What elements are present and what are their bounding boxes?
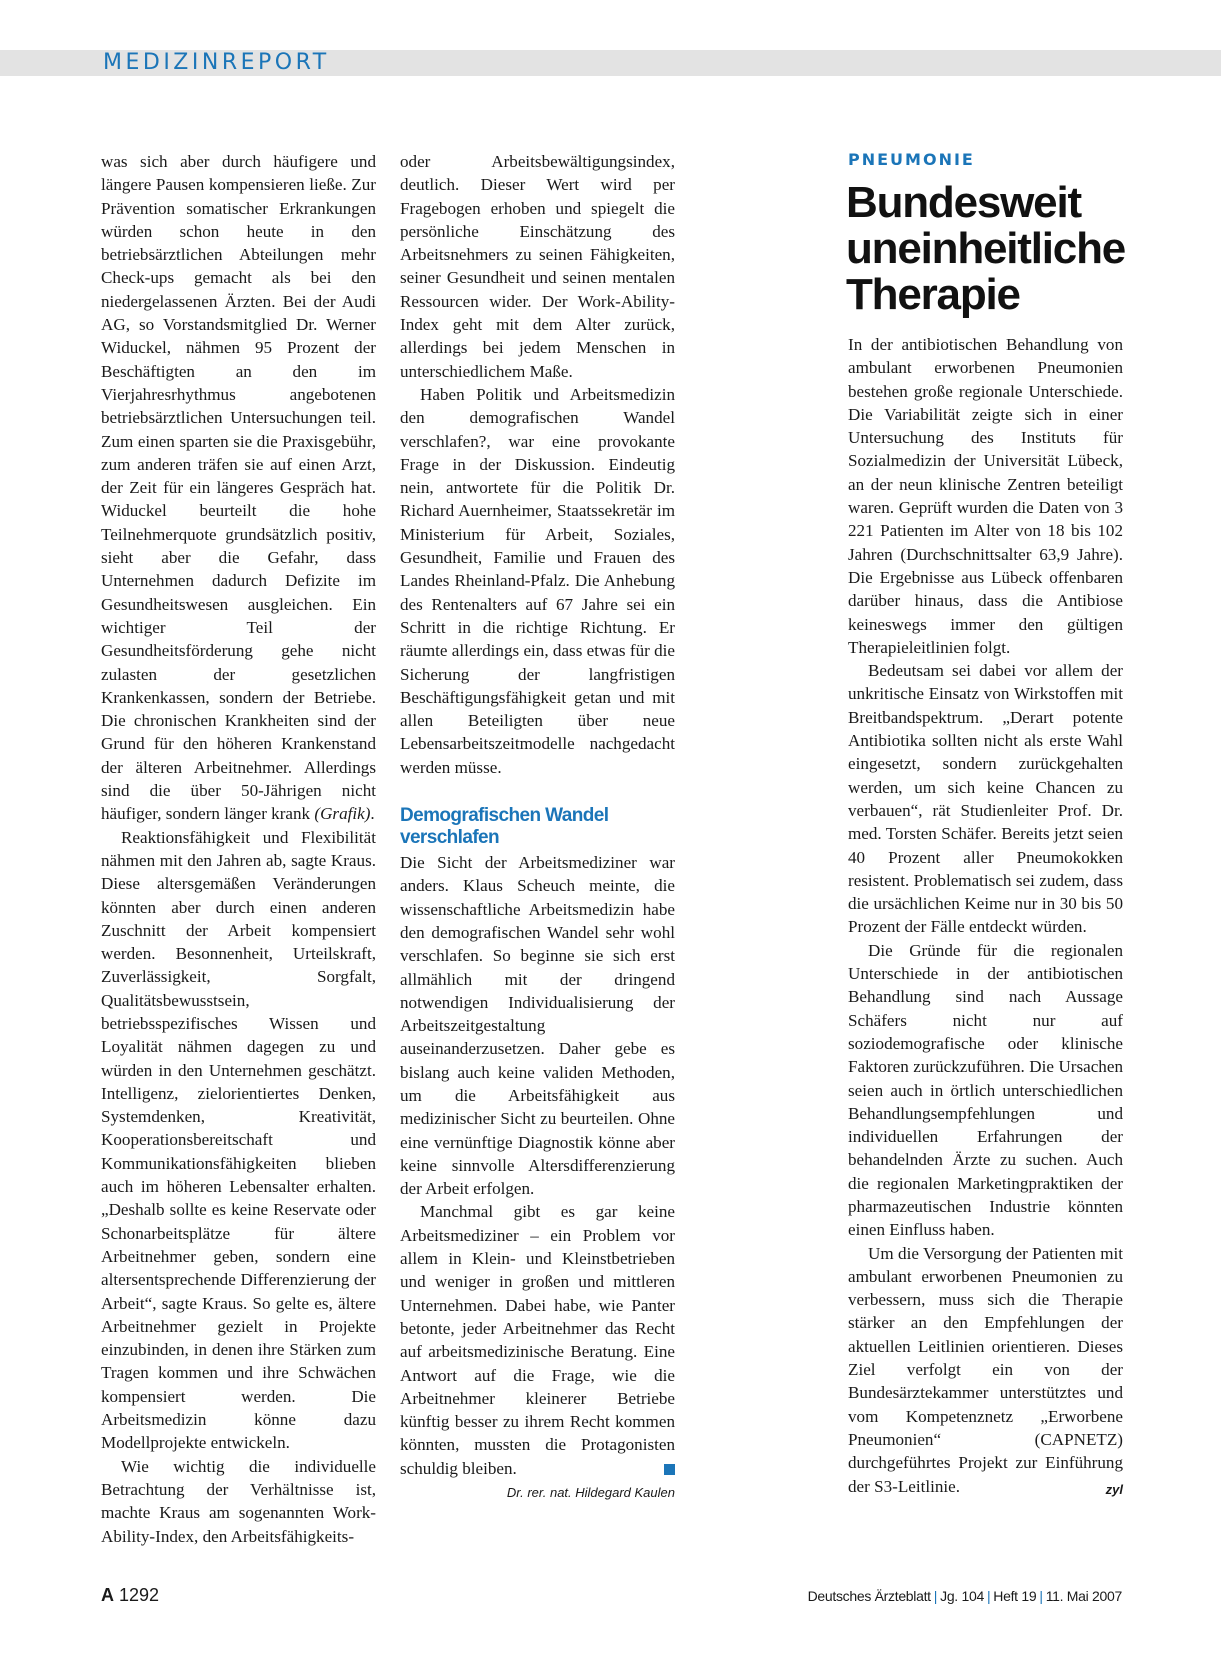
separator: | <box>933 1588 938 1604</box>
paragraph: oder Arbeitsbewältigungsindex, deutlich. Dieser Wert wird per Fragebogen erhoben und spiegelt die persönliche Einschätzung des Arbeitsnehmers zu seinen Fähigkeiten, seiner Gesundheit und seinen mentalen Ressourcen wider. Der Work-Ability-Index geht mit dem Alter zurück, allerdings bei jedem Menschen in unterschiedlichem Maße. <box>400 152 675 381</box>
end-mark-icon <box>664 1464 675 1475</box>
sidebar-headline: Bundesweit uneinheitliche Therapie <box>846 178 1126 319</box>
paragraph: Um die Versorgung der Patienten mit ambulant erworbenen Pneumonien zu verbessern, muss sich die Therapie stärker an den Empfehlungen der aktuellen Leitlinien orientieren. Dieses Ziel verfolgt ein von der Bundesärztekammer unterstütztes und vom Kompetenznetz „Erworbene Pneumonien“ (CAPNETZ) durchgeführtes Projekt zur Einführung der S3-Leitlinie. zyl <box>848 1242 1123 1498</box>
paragraph: Reaktionsfähigkeit und Flexibilität nähmen mit den Jahren ab, sagte Kraus. Diese altersgemäßen Veränderungen könnten aber durch einen anderen Zuschnitt der Arbeit kompensiert werden. Besonnenheit, Urteilskraft, Zuverlässigkeit, Sorgfalt, Qualitätsbewusstsein, betriebsspezifisches Wissen und Loyalität nähmen dagegen zu und würden in den Unternehmen geschätzt. Intelligenz, zielorientiertes Denken, Systemdenken, Kreativität, Kooperationsbereitschaft und Kommunikationsfähigkeiten blieben auch im höheren Lebensalter erhalten. „Deshalb sollte es keine Reservate oder Schonarbeitsplätze für ältere Arbeitnehmer geben, sondern eine altersentsprechende Differenzierung der Arbeit“, sagte Kraus. So gelte es, ältere Arbeitnehmer gezielt in Projekte einzubinden, in denen ihre Stärken zum Tragen kommen und ihre Schwächen kompensiert werden. Die Arbeitsmedizin könne dazu Modellprojekte entwickeln. <box>101 827 376 1453</box>
paragraph: Die Sicht der Arbeitsmediziner war anders. Klaus Scheuch meinte, die wissenschaftliche Arbeitsmedizin habe den demografischen Wandel sehr wohl verschlafen. So beginne sie sich erst allmählich mit der dringend notwendigen Individualisierung der Arbeitszeitgestaltung auseinanderzusetzen. Daher gebe es bislang auch keine validen Methoden, um die Arbeitsfähigkeit aus medizinischer Sicht zu beurteilen. Ohne eine vernünftige Diagnostik könne aber keine sinnvolle Altersdifferenzierung der Arbeit erfolgen. <box>400 853 675 1199</box>
journal-footer <box>808 1586 1122 1606</box>
author-byline: Dr. rer. nat. Hildegard Kaulen <box>506 1485 675 1501</box>
section-label: MEDIZINREPORT <box>103 50 330 75</box>
journal-name: Deutsches Ärzteblatt <box>807 1588 931 1604</box>
page-number: A 1292 <box>101 1585 160 1605</box>
paragraph: Manchmal gibt es gar keine Arbeitsmediziner – ein Problem vor allem in Klein- und Kleinstbetrieben und weniger in großen und mittleren Unternehmen. Dabei habe, wie Panter betonte, jeder Arbeitnehmer das Recht auf arbeitsmedizinische Beratung. Eine Antwort auf die Frage, wie die Arbeitnehmer kleinerer Betriebe künftig besser zu ihrem Recht kommen könnten, mussten die Protagonisten schuldig bleiben. <box>400 1202 675 1478</box>
sidebar-column <box>848 333 1123 1501</box>
figure-reference: (Grafik) <box>314 804 371 824</box>
separator: | <box>1039 1588 1043 1604</box>
article-column-2 <box>400 150 675 1504</box>
paragraph: Die Gründe für die regionalen Unterschiede in der antibiotischen Behandlung sind nach Aussage Schäfers nicht nur auf soziodemografische oder klinische Faktoren zurückzuführen. Die Ursachen seien auch in örtlich unterschiedlichen Behandlungsempfehlungen und individuellen Erfahrungen der behandelnden Ärzte zu suchen. Auch die regionalen Marketingpraktiken der pharmazeutischen Industrie könnten einen Einfluss haben. <box>848 940 1123 1240</box>
paragraph: In der antibiotischen Behandlung von ambulant erworbenen Pneumonien bestehen große regionale Unterschiede. Die Variabilität zeigte sich in einer Untersuchung des Instituts für Sozialmedizin der Universität Lübeck, an der neun klinische Zentren beteiligt waren. Geprüft wurden die Daten von 3 221 Patienten im Alter von 18 bis 102 Jahren (Durchschnittsalter 63,9 Jahre). Die Ergebnisse aus Lübeck offenbaren darüber hinaus, dass die Antibiose keineswegs immer den gültigen Therapieleitlinien folgt. <box>848 335 1123 657</box>
journal-issue: Heft 19 <box>993 1588 1037 1604</box>
article-column-1 <box>101 150 376 1548</box>
separator: | <box>986 1588 991 1604</box>
subheading: Demografischen Wandel verschlafen <box>400 805 609 849</box>
paragraph: Wie wichtig die individuelle Betrachtung der Verhältnisse ist, machte Kraus am sogenannten Work-Ability-Index, den Arbeitsfähigkeits- <box>101 1456 376 1546</box>
journal-date: 11. Mai 2007 <box>1045 1588 1122 1604</box>
sidebar-kicker: PNEUMONIE <box>848 150 975 169</box>
paragraph: was sich aber durch häufigere und längere Pausen kompensieren ließe. Zur Prävention somatischer Erkrankungen würden schon heute in den betriebsärztlichen Abteilungen mehr Check-ups gemacht als bei den niedergelassenen Ärzten. Bei der Audi AG, so Vorstandsmitglied Dr. Werner Widuckel, nähmen 95 Prozent der Beschäftigten an den im Vierjahresrhythmus angebotenen betriebsärztlichen Untersuchungen teil. Zum einen sparten sie die Praxisgebühr, zum anderen träfen sie auf einen Arzt, der Zeit für ein längeres Gespräch hat. Widuckel beurteilt die hohe Teilnehmerquote grundsätzlich positiv, sieht aber die Gefahr, dass Unternehmen dadurch Defizite im Gesundheitswesen ausgleichen. Ein wichtiger Teil der Gesundheitsförderung gehe nicht zulasten der gesetzlichen Krankenkassen, sondern der Betriebe. Die chronischen Krankheiten sind der Grund für den höheren Krankenstand der älteren Arbeitnehmer. Allerdings sind die über 50-Jährigen nicht häufiger, sondern länger krank (Grafik). <box>101 152 376 824</box>
signature: zyl <box>1105 1481 1123 1497</box>
paragraph: Bedeutsam sei dabei vor allem der unkritische Einsatz von Wirkstoffen mit Breitbandspektrum. „Derart potente Antibiotika sollten nicht als erste Wahl eingesetzt, sondern zurückgehalten werden, um sich keine Chancen zu verbauen“, rät Studienleiter Prof. Dr. med. Torsten Schäfer. Bereits jetzt seien 40 Prozent aller Pneumokokken resistent. Problematisch sei zudem, dass die ursächlichen Keime nur in 30 bis 50 Prozent der Fälle entdeckt würden. <box>848 661 1123 937</box>
paragraph: Haben Politik und Arbeitsmedizin den demografischen Wandel verschlafen?, war eine provokante Frage in der Diskussion. Eindeutig nein, antwortete für die Politik Dr. Richard Auernheimer, Staatssekretär im Ministerium für Arbeit, Soziales, Gesundheit, Familie und Frauen des Landes Rheinland-Pfalz. Die Anhebung des Rentenalters auf 67 Jahre sei ein Schritt in die richtige Richtung. Er räumte allerdings ein, dass etwas für die Sicherung der langfristigen Beschäftigungsfähigkeit getan und mit allen Beteiligten über neue Lebensarbeitszeitmodelle nachgedacht werden müsse. <box>400 384 675 777</box>
journal-volume: Jg. 104 <box>940 1588 984 1604</box>
